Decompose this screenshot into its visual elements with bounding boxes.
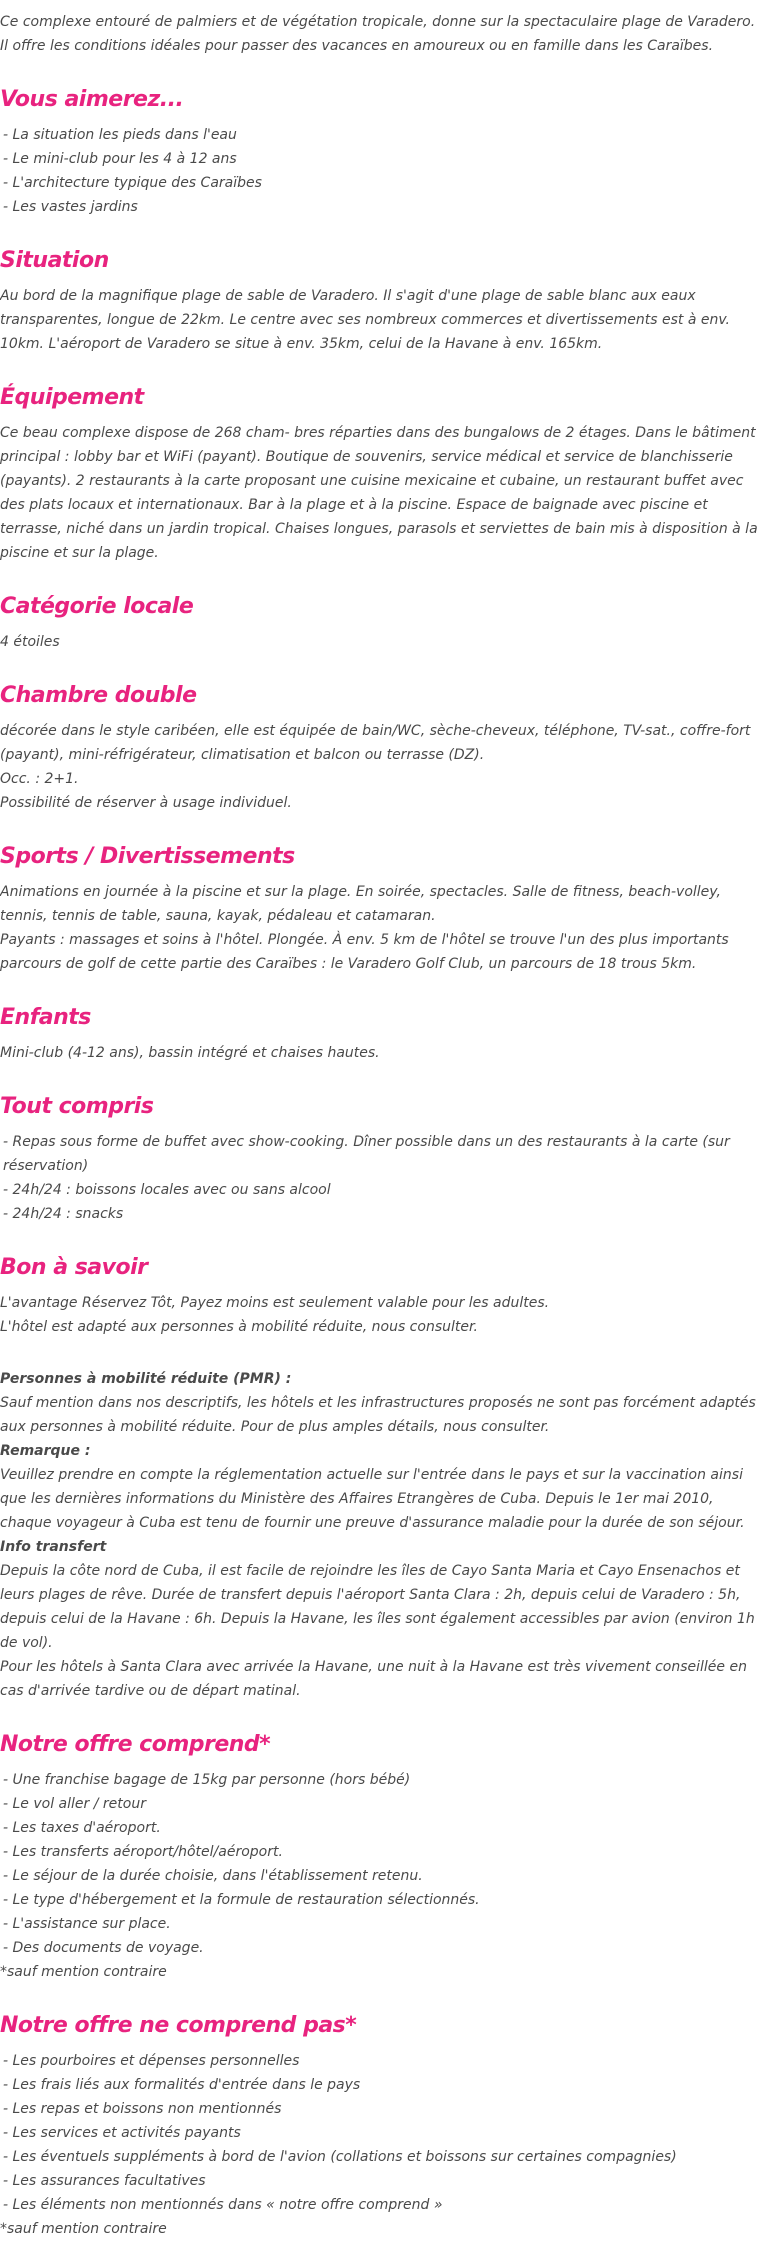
remarque-text: Veuillez prendre en compte la réglementation actuelle sur l'entrée dans le pays et sur la vaccination ainsi que les dernières informations du Ministère des Affaires Etrangères de Cuba. Depuis le 1er mai 2010, chaque voyageur à Cuba est tenu de fournir une preuve d'assurance maladie pour la durée de son séjour. [0,1467,745,1531]
list-item: - La situation les pieds dans l'eau [3,127,237,143]
list-item: - Les éléments non mentionnés dans « notre offre comprend » [3,2197,443,2213]
paragraph-line: Animations en journée à la piscine et sur la plage. En soirée, spectacles. Salle de fitness, beach-volley, tennis, tennis de table, sauna, kayak, pédaleau et catamaran. [0,884,721,924]
offre-ne-comprend-list [0,2049,758,2217]
chambre-text [0,719,758,815]
list-item: - 24h/24 : boissons locales avec ou sans alcool [3,1182,331,1198]
transfert-label: Info transfert [0,1539,107,1555]
intro-text: Ce complexe entouré de palmiers et de végétation tropicale, donne sur la spectaculaire plage de Varadero. Il offre les conditions idéales pour passer des vacances en amoureux ou en famille dans les Caraïbes. [0,14,756,54]
list-item: - Le séjour de la durée choisie, dans l'établissement retenu. [3,1868,423,1884]
list-item: - 24h/24 : snacks [3,1206,124,1222]
enfants-text: Mini-club (4-12 ans), bassin intégré et chaises hautes. [0,1045,380,1061]
list-item: - Les transferts aéroport/hôtel/aéroport. [3,1844,283,1860]
list-item: - Le mini-club pour les 4 à 12 ans [3,151,237,167]
pmr-label: Personnes à mobilité réduite (PMR) : [0,1371,292,1387]
list-item: - Repas sous forme de buffet avec show-cooking. Dîner possible dans un des restaurants à la carte (sur réservation) [3,1134,730,1174]
section-title-bon-a-savoir: Bon à savoir [0,1255,148,1280]
list-item: - Une franchise bagage de 15kg par personne (hors bébé) [3,1772,411,1788]
paragraph-line: Payants : massages et soins à l'hôtel. Plongée. À env. 5 km de l'hôtel se trouve l'un des plus importants parcours de golf de cette partie des Caraïbes : le Varadero Golf Club, un parcours de 18 trous 5km. [0,932,729,972]
categorie-text: 4 étoiles [0,634,60,650]
section-title-tout-compris: Tout compris [0,1094,154,1119]
list-item: - Les assurances facultatives [3,2173,206,2189]
list-item: - L'architecture typique des Caraïbes [3,175,262,191]
section-title-sports: Sports / Divertissements [0,844,295,869]
bon-a-savoir-text [0,1291,758,1703]
paragraph-line: Possibilité de réserver à usage individuel. [0,795,292,811]
section-title-equipement: Équipement [0,385,144,410]
offre-comprend-list [0,1768,758,1960]
list-item: - Les repas et boissons non mentionnés [3,2101,282,2117]
list-item: - L'assistance sur place. [3,1916,171,1932]
situation-text: Au bord de la magnifique plage de sable de Varadero. Il s'agit d'une plage de sable blanc aux eaux transparentes, longue de 22km. Le centre avec ses nombreux commerces et divertissements est à env. 10km. L'aéroport de Varadero se situe à env. 35km, celui de la Havane à env. 165km. [0,288,730,352]
spacer [0,1339,758,1367]
footnote: *sauf mention contraire [0,2221,167,2237]
transfert-text: Depuis la côte nord de Cuba, il est facile de rejoindre les îles de Cayo Santa Maria et Cayo Ensenachos et leurs plages de rêve. Durée de transfert depuis l'aéroport Santa Clara : 2h, depuis celui de Varadero : 5h, depuis celui de la Havane : 6h. Depuis la Havane, les îles sont également accessibles par avion (environ 1h de vol). [0,1563,755,1651]
section-title-vous-aimerez: Vous aimerez... [0,87,184,112]
list-item: - Le vol aller / retour [3,1796,146,1812]
remarque-label: Remarque : [0,1443,91,1459]
list-item: - Les taxes d'aéroport. [3,1820,161,1836]
tout-compris-list [0,1130,758,1226]
section-title-offre-ne-comprend: Notre offre ne comprend pas* [0,2013,357,2038]
section-title-offre-comprend: Notre offre comprend* [0,1732,271,1757]
list-item: - Les vastes jardins [3,199,138,215]
paragraph-line: L'hôtel est adapté aux personnes à mobilité réduite, nous consulter. [0,1319,478,1335]
sports-text [0,880,758,976]
footnote: *sauf mention contraire [0,1964,167,1980]
section-title-chambre: Chambre double [0,683,197,708]
section-title-enfants: Enfants [0,1005,91,1030]
section-title-categorie: Catégorie locale [0,594,194,619]
list-item: - Les frais liés aux formalités d'entrée dans le pays [3,2077,361,2093]
transfert-text: Pour les hôtels à Santa Clara avec arrivée la Havane, une nuit à la Havane est très vivement conseillée en cas d'arrivée tardive ou de départ matinal. [0,1659,747,1699]
equipement-text: Ce beau complexe dispose de 268 cham- bres réparties dans des bungalows de 2 étages. Dans le bâtiment principal : lobby bar et WiFi (payant). Boutique de souvenirs, service médical et service de blanchisserie (payants). 2 restaurants à la carte proposant une cuisine mexicaine et cubaine, un restaurant buffet avec des plats locaux et internationaux. Bar à la plage et à la piscine. Espace de baignade avec piscine et terrasse, niché dans un jardin tropical. Chaises longues, parasols et serviettes de bain mis à disposition à la piscine et sur la plage. [0,425,758,561]
list-item: - Les pourboires et dépenses personnelles [3,2053,300,2069]
paragraph-line: Occ. : 2+1. [0,771,79,787]
pmr-text: Sauf mention dans nos descriptifs, les hôtels et les infrastructures proposés ne sont pas forcément adaptés aux personnes à mobilité réduite. Pour de plus amples détails, nous consulter. [0,1395,756,1435]
paragraph-line: L'avantage Réservez Tôt, Payez moins est seulement valable pour les adultes. [0,1295,550,1311]
list-item: - Le type d'hébergement et la formule de restauration sélectionnés. [3,1892,480,1908]
paragraph-line: décorée dans le style caribéen, elle est équipée de bain/WC, sèche-cheveux, téléphone, TV-sat., coffre-fort (payant), mini-réfrigérateur, climatisation et balcon ou terrasse (DZ). [0,723,751,763]
vous-aimerez-list [0,123,758,219]
section-title-situation: Situation [0,248,109,273]
list-item: - Les services et activités payants [3,2125,241,2141]
list-item: - Les éventuels suppléments à bord de l'avion (collations et boissons sur certaines compagnies) [3,2149,677,2165]
list-item: - Des documents de voyage. [3,1940,204,1956]
